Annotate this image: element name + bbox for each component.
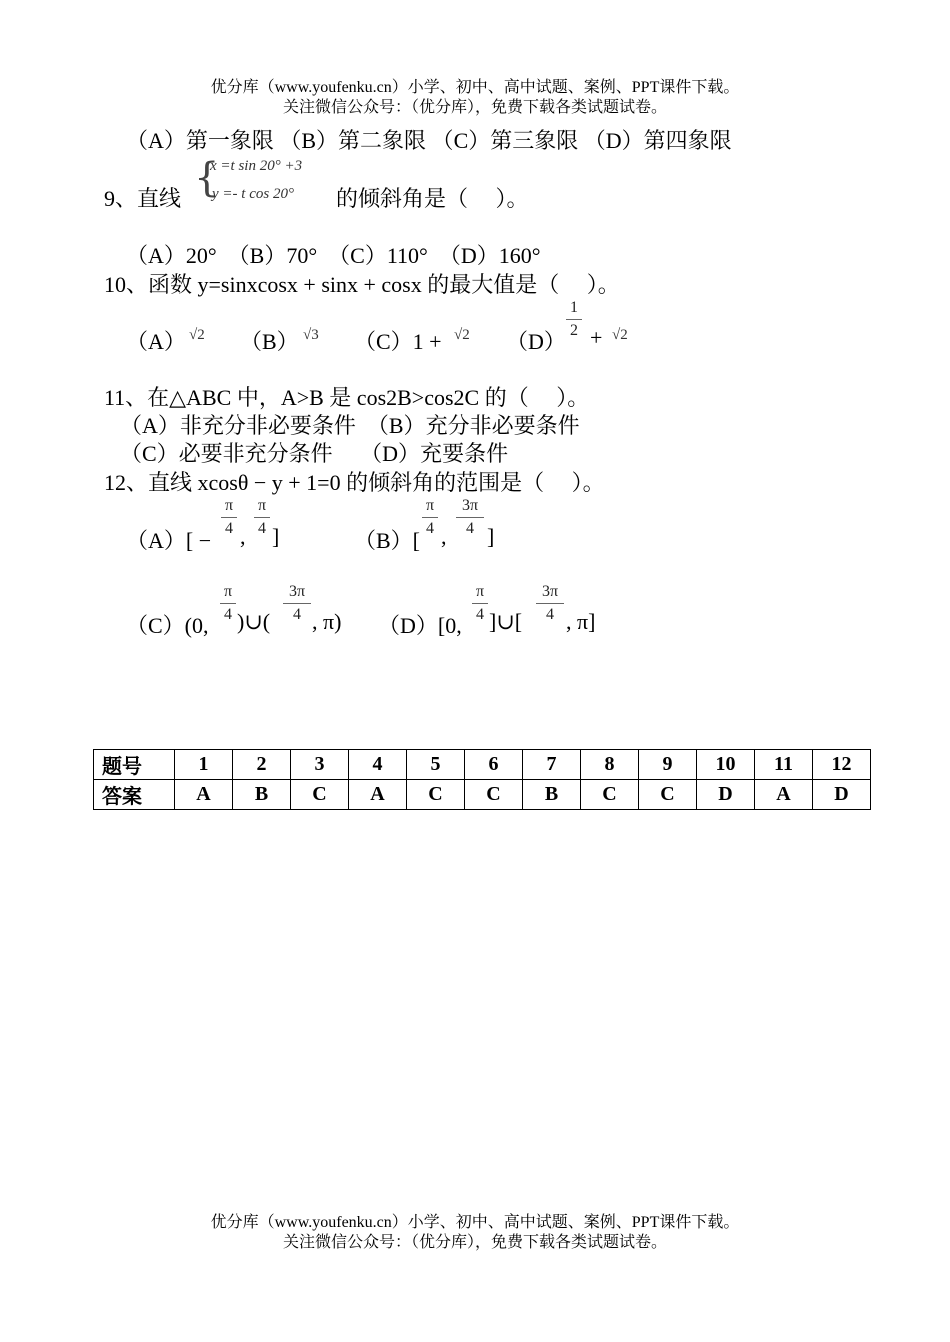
fraction-bar (566, 319, 582, 320)
fraction-numerator: π (223, 583, 233, 600)
table-cell: 3 (291, 750, 349, 780)
table-row-answers (94, 780, 871, 810)
fraction-denominator: 4 (546, 606, 554, 623)
q10-half-fraction (566, 298, 582, 341)
q12-option-c-close: , π) (312, 609, 342, 634)
fraction-numerator: π (475, 583, 485, 600)
table-cell: C (291, 780, 349, 810)
fraction-denominator: 4 (225, 520, 233, 537)
q8-options: （A）第一象限 （B）第二象限 （C）第三象限 （D）第四象限 (126, 128, 732, 153)
q11-stem: 11、在△ABC 中，A>B 是 cos2B>cos2C 的（ ）。 (104, 385, 590, 410)
table-cell: C (581, 780, 639, 810)
q12-option-b-prefix: （B）[ (354, 528, 421, 553)
row-label-numbers: 题号 (94, 750, 175, 780)
table-cell: 5 (407, 750, 465, 780)
table-row-numbers (94, 750, 871, 780)
q12-option-a-comma: , (240, 524, 246, 549)
q12-option-d-union: ]∪[ (489, 609, 523, 634)
fraction-bar (254, 517, 270, 518)
fraction-denominator: 4 (258, 520, 266, 537)
row-label-answers: 答案 (94, 780, 175, 810)
q12-option-a-prefix: （A）[ − (126, 528, 212, 553)
q10-option-c-value: √2 (454, 327, 470, 343)
fraction-numerator: 3π (288, 583, 306, 600)
fraction-bar (422, 517, 438, 518)
fraction-denominator: 4 (466, 520, 474, 537)
q11-options-cd: （C）必要非充分条件 （D）充要条件 (120, 441, 509, 466)
q12-b-fraction-2 (456, 496, 484, 539)
footer-line-2: 关注微信公众号：（优分库），免费下载各类试题试卷。 (282, 1234, 667, 1251)
q12-d-fraction-2 (536, 582, 564, 625)
q10-option-a-value: √2 (189, 327, 205, 343)
table-cell: A (175, 780, 233, 810)
table-cell: 1 (175, 750, 233, 780)
q10-option-d-value: √2 (612, 327, 628, 343)
q12-option-b-close: ] (487, 524, 495, 549)
table-cell: 2 (233, 750, 291, 780)
table-cell: 4 (349, 750, 407, 780)
fraction-numerator: π (425, 497, 435, 514)
q12-b-fraction-1 (422, 496, 438, 539)
q9-equation-1: x =t sin 20° +3 (210, 158, 303, 174)
table-cell: D (697, 780, 755, 810)
q12-option-a-close: ] (272, 524, 280, 549)
q10-option-d-plus: + (590, 325, 603, 350)
system-brace: { (194, 155, 220, 201)
q12-c-fraction-2 (283, 582, 311, 625)
fraction-denominator: 4 (426, 520, 434, 537)
q12-d-fraction-1 (472, 582, 488, 625)
table-cell: 9 (639, 750, 697, 780)
q12-option-d-prefix: （D）[0, (378, 613, 462, 638)
table-cell: 6 (465, 750, 523, 780)
header-line-2: 关注微信公众号：（优分库），免费下载各类试题试卷。 (282, 99, 667, 116)
q12-stem: 12、直线 xcosθ − y + 1=0 的倾斜角的范围是（ ）。 (104, 470, 605, 495)
fraction-bar (472, 603, 488, 604)
table-cell: C (639, 780, 697, 810)
table-cell: C (465, 780, 523, 810)
fraction-bar (220, 603, 236, 604)
table-cell: 7 (523, 750, 581, 780)
q12-option-b-comma: , (441, 524, 447, 549)
fraction-bar (536, 603, 564, 604)
answer-table (93, 749, 871, 810)
fraction-numerator: π (257, 497, 267, 514)
q10-stem: 10、函数 y=sinxcosx + sinx + cosx 的最大值是（ ）。 (104, 272, 620, 297)
fraction-numerator: 3π (541, 583, 559, 600)
table-cell: 8 (581, 750, 639, 780)
q9-options: （A）20° （B）70° （C）110° （D）160° (126, 243, 541, 268)
fraction-numerator: π (224, 497, 234, 514)
table-cell: 12 (813, 750, 871, 780)
fraction-denominator: 4 (476, 606, 484, 623)
q12-option-c-prefix: （C）(0, (126, 613, 209, 638)
q12-a-fraction-2 (254, 496, 270, 539)
fraction-bar (456, 517, 484, 518)
table-cell: B (233, 780, 291, 810)
fraction-bar (283, 603, 311, 604)
table-cell: D (813, 780, 871, 810)
fraction-numerator: 3π (461, 497, 479, 514)
fraction-numerator: 1 (570, 299, 578, 316)
table-cell: C (407, 780, 465, 810)
q9-prefix: 9、直线 (104, 186, 182, 211)
table-cell: A (755, 780, 813, 810)
footer-line-1: 优分库（www.youfenku.cn）小学、初中、高中试题、案例、PPT课件下载。 (210, 1214, 740, 1231)
q10-option-c-label: （C）1 + (354, 329, 442, 354)
header-line-1: 优分库（www.youfenku.cn）小学、初中、高中试题、案例、PPT课件下载。 (210, 79, 740, 96)
table-cell: 10 (697, 750, 755, 780)
q12-option-d-close: , π] (566, 609, 596, 634)
q12-a-fraction-1 (221, 496, 237, 539)
q9-suffix: 的倾斜角是（ ）。 (336, 186, 529, 211)
q10-option-d-label: （D） (506, 329, 566, 354)
fraction-denominator: 2 (570, 322, 578, 339)
q9-equation-2: y =- t cos 20° (212, 186, 294, 202)
q10-option-a-label: （A） (126, 329, 186, 354)
table-cell: B (523, 780, 581, 810)
q10-option-b-label: （B） (240, 329, 299, 354)
fraction-bar (221, 517, 237, 518)
fraction-denominator: 4 (293, 606, 301, 623)
fraction-denominator: 4 (224, 606, 232, 623)
q12-c-fraction-1 (220, 582, 236, 625)
q12-option-c-union: )∪( (237, 609, 271, 634)
q11-options-ab: （A）非充分非必要条件 （B）充分非必要条件 (120, 413, 580, 438)
table-cell: A (349, 780, 407, 810)
q10-option-b-value: √3 (303, 327, 319, 343)
table-cell: 11 (755, 750, 813, 780)
